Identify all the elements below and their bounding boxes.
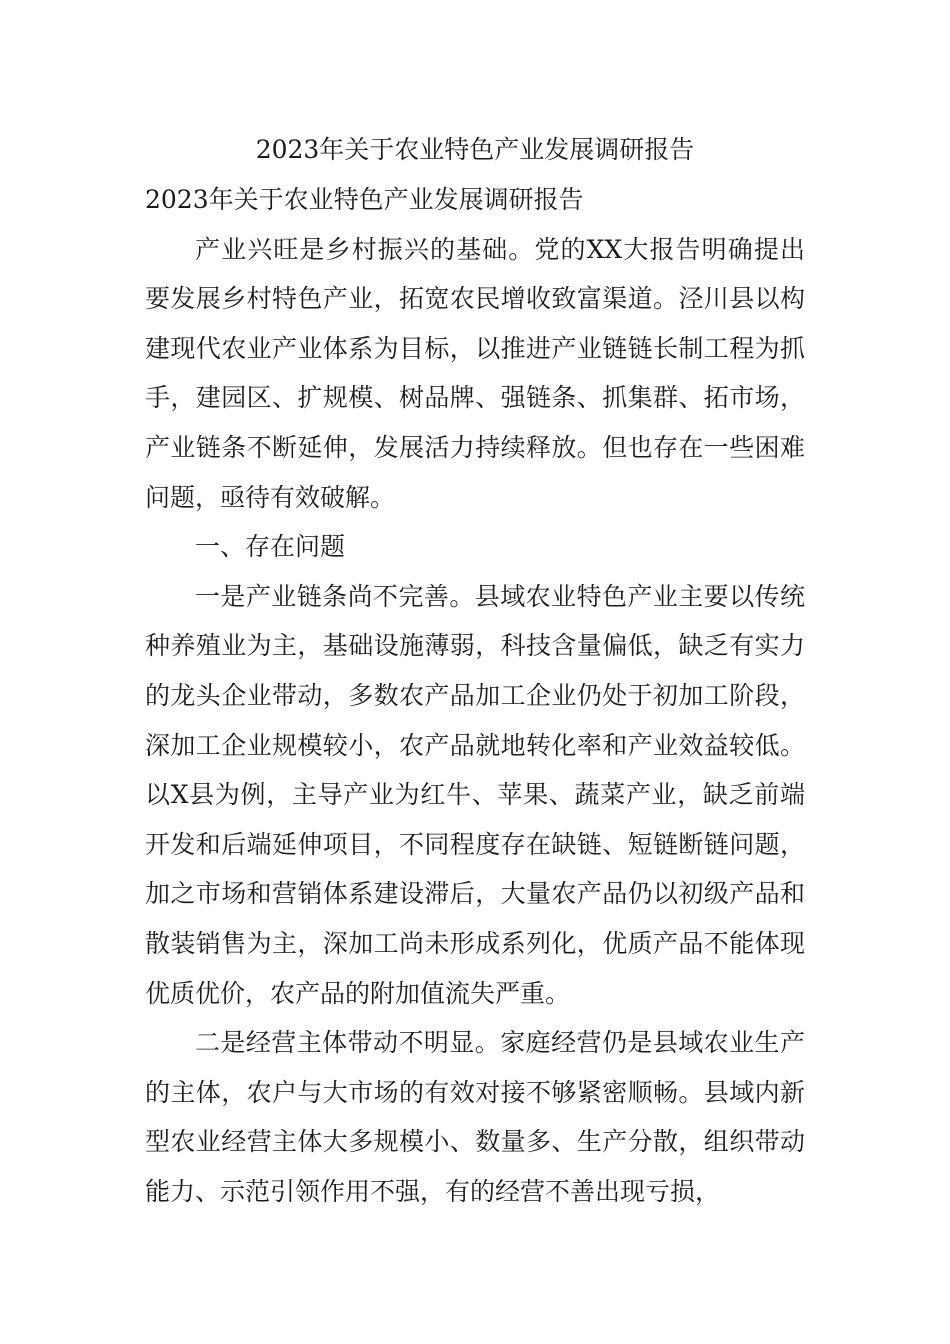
document-title: 2023年关于农业特色产业发展调研报告 xyxy=(255,135,695,164)
document-body xyxy=(145,175,805,1216)
paragraph-intro: 产业兴旺是乡村振兴的基础。党的XX大报告明确提出要发展乡村特色产业，拓宽农民增收致富渠道。泾川县以构建现代农业产业体系为目标，以推进产业链链长制工程为抓手，建园区、扩规模、树品牌、强链条、抓集群、拓市场，产业链条不断延伸，发展活力持续释放。但也存在一些困难问题，亟待有效破解。 xyxy=(145,234,805,512)
paragraph-issue-1: 一是产业链条尚不完善。县域农业特色产业主要以传统种养殖业为主，基础设施薄弱，科技含量偏低，缺乏有实力的龙头企业带动，多数农产品加工企业仍处于初加工阶段，深加工企业规模较小，农产品就地转化率和产业效益较低。以X县为例，主导产业为红牛、苹果、蔬菜产业，缺乏前端开发和后端延伸项目，不同程度存在缺链、短链断链问题，加之市场和营销体系建设滞后，大量农产品仍以初级产品和散装销售为主，深加工尚未形成系列化，优质产品不能体现优质优价，农产品的附加值流失严重。 xyxy=(145,581,805,1008)
document-subtitle: 2023年关于农业特色产业发展调研报告 xyxy=(145,185,584,214)
paragraph-issue-2: 二是经营主体带动不明显。家庭经营仍是县域农业生产的主体，农户与大市场的有效对接不够紧密顺畅。县域内新型农业经营主体大多规模小、数量多、生产分散，组织带动能力、示范引领作用不强，有的经营不善出现亏损， xyxy=(145,1028,805,1206)
section-heading: 一、存在问题 xyxy=(195,532,346,562)
